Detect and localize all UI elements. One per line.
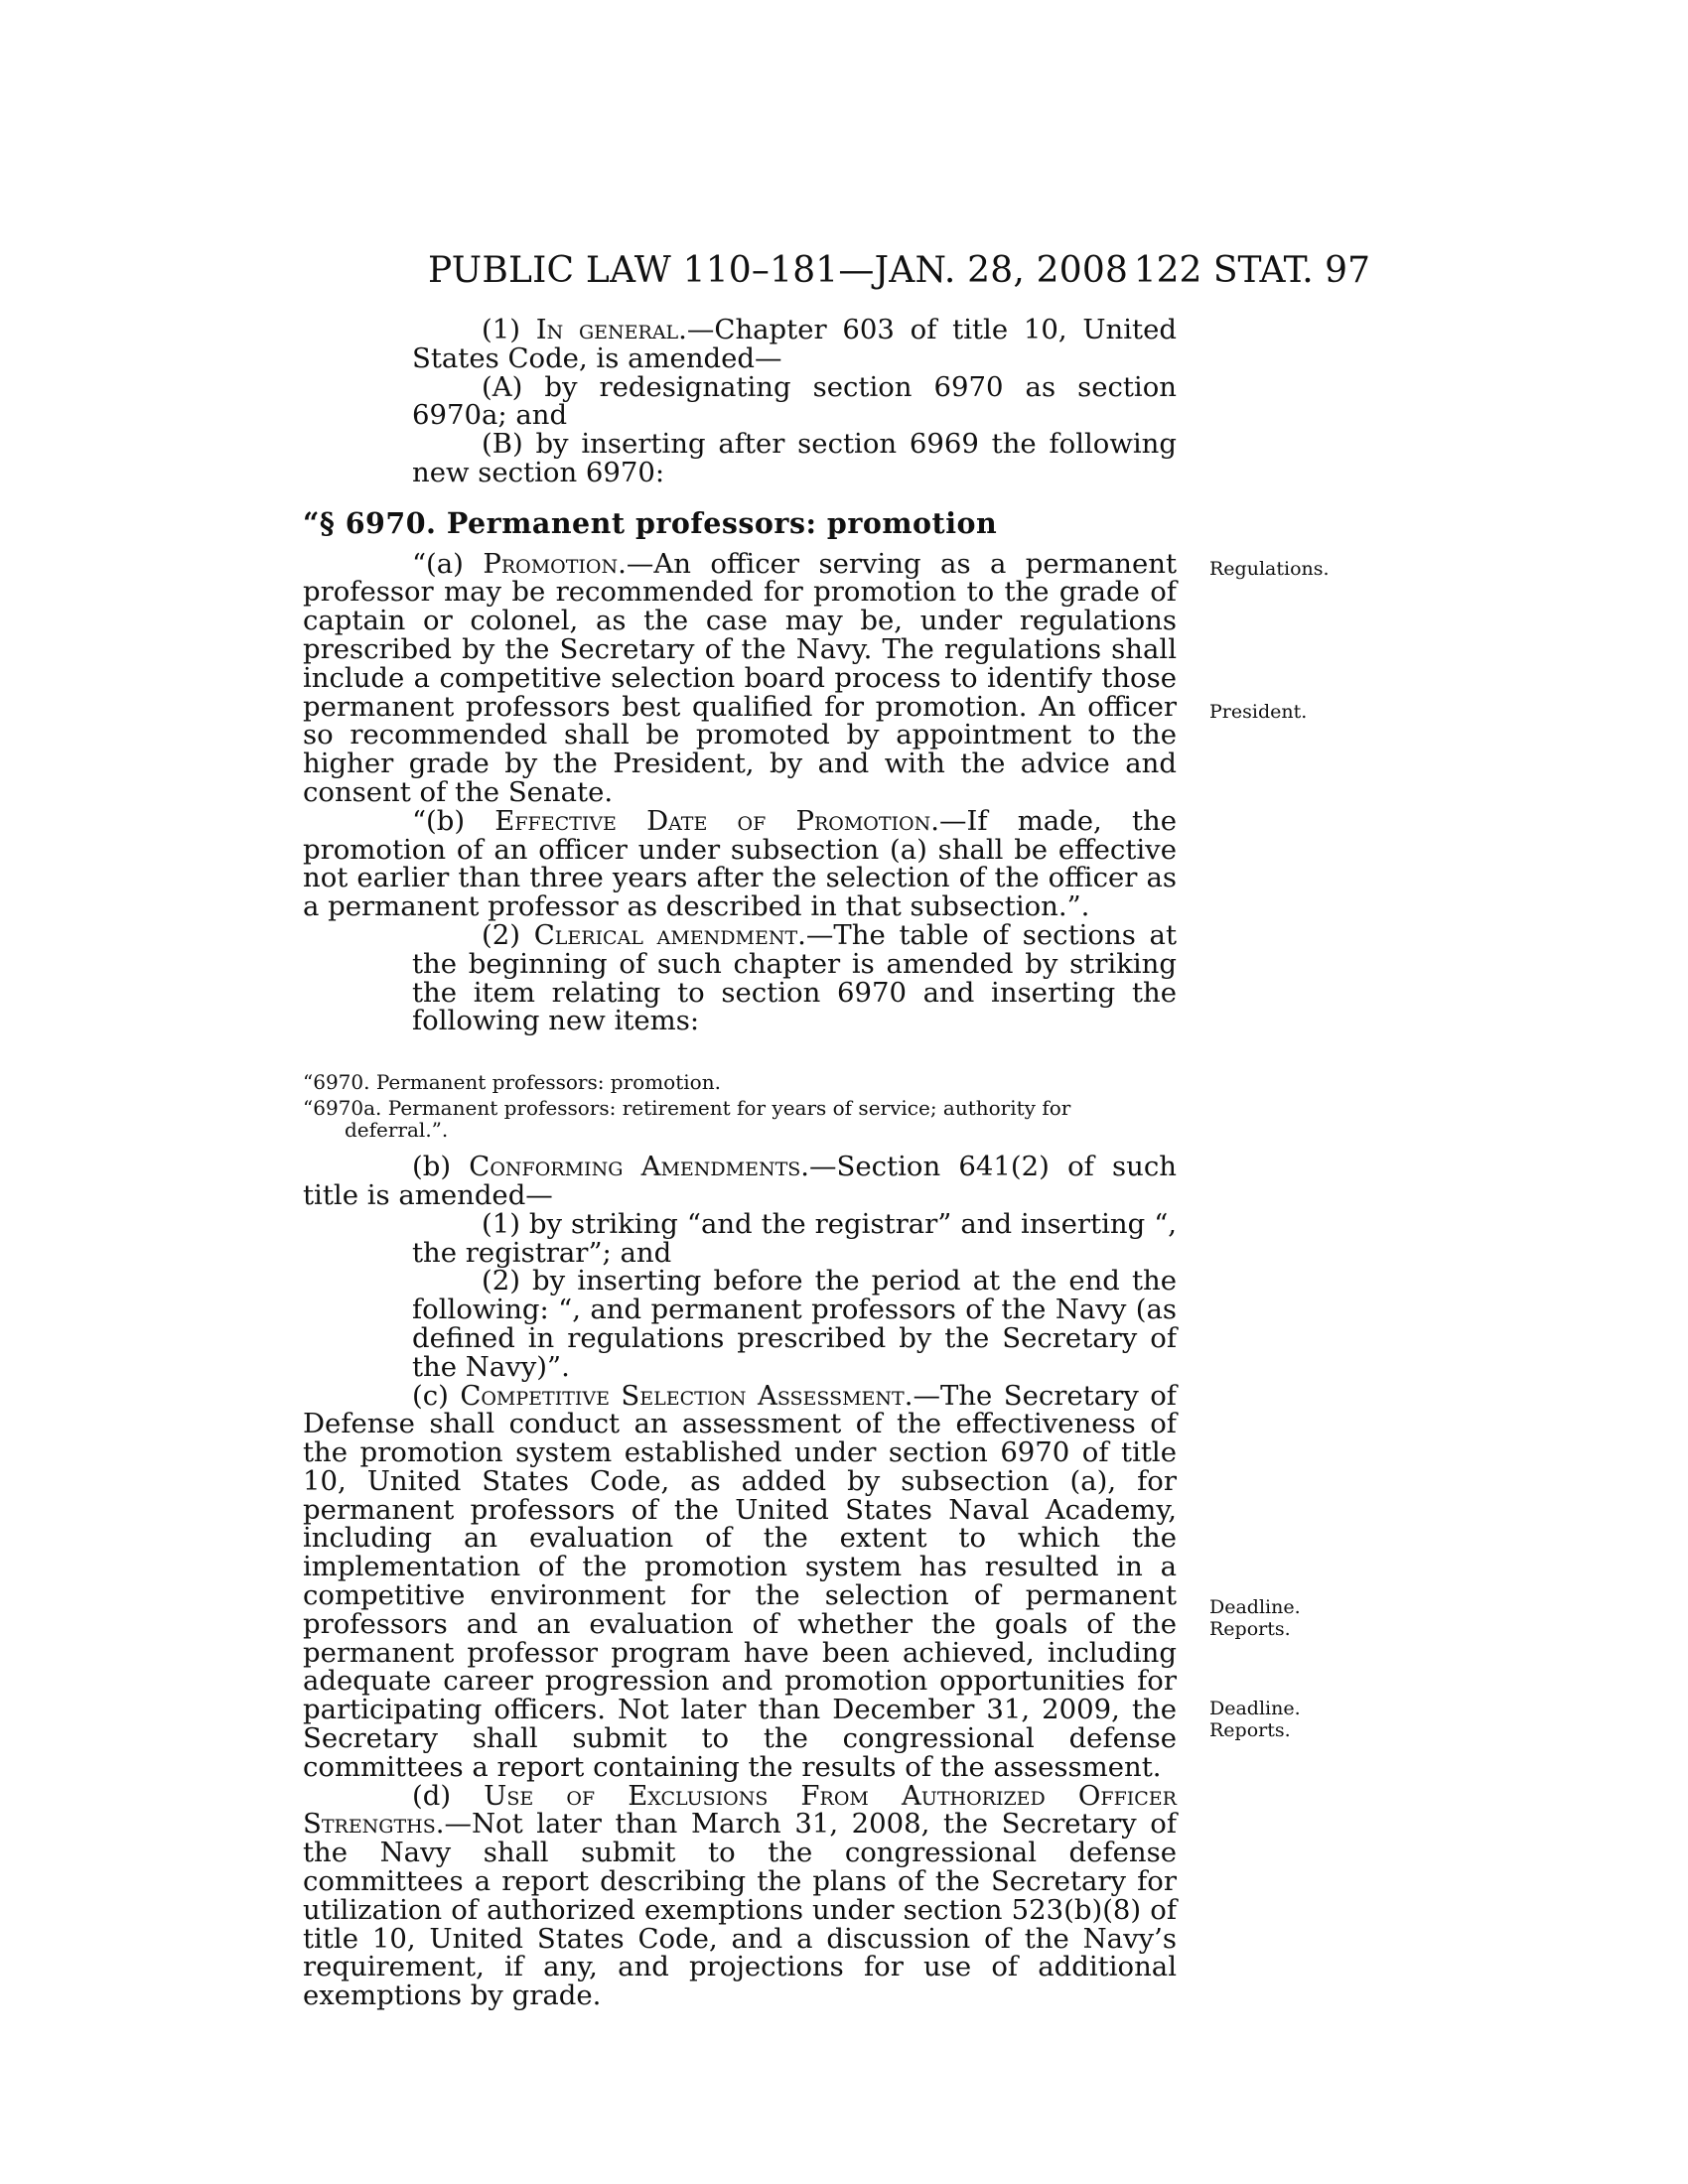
toc-item: “6970a. Permanent professors: retirement for years of service; authority for deferral.”. (303, 1096, 1071, 1143)
header-title: PUBLIC LAW 110–181—JAN. 28, 2008 (428, 250, 1129, 291)
subsection-competitive-selection: (c) Competitive Selection Assessment.—The Secretary of Defense shall conduct an assessment of the effectiveness of the promotion system established under section 6970 of title 10, United States Code, as added by subsection (a), for permanent professors of the United States Naval Academy, including an evaluation of the extent to which the implementation of the promotion system has resulted in a competitive environment for the selection of permanent professors and an evaluation of whether the goals of the permanent professor program have been achieved, including adequate career progression and promotion opportunities for participating officers. Not later than December 31, 2009, the Secretary shall submit to the congressional defense committees a report containing the results of the assessment. (303, 1379, 1177, 1783)
document-body (303, 316, 1177, 2010)
margin-note-regulations: Regulations. (1209, 558, 1330, 580)
subsection-conforming-amendments: (b) Conforming Amendments.—Section 641(2) of such title is amended— (303, 1151, 1177, 1211)
toc-item: “6970. Permanent professors: promotion. (303, 1070, 721, 1095)
section-heading: “§ 6970. Permanent professors: promotion (303, 505, 998, 540)
subsection-use-of-exclusions: (d) Use of Exclusions From Authorized Officer Strengths.—Not later than March 31, 2008, the Secretary of the Navy shall submit to the congressional defense committees a report describing the plans of the Secretary for utilization of authorized exemptions under section 523(b)(8) of title 10, United States Code, and a discussion of the Navy’s requirement, if any, and projections for use of additional exemptions by grade. (303, 1779, 1177, 2012)
header-stat-page: 122 STAT. 97 (1133, 250, 1370, 291)
margin-note-president: President. (1209, 701, 1308, 723)
page-header (298, 250, 1370, 300)
conforming-item-1: (1) by striking “and the registrar” and inserting “, the registrar”; and (412, 1207, 1177, 1269)
subsection-b-effective-date: “(b) Effective Date of Promotion.—If made, the promotion of an officer under subsection (a) shall be effective not earlier than three years after the selection of the officer as a permanent professor as described in that subsection.”. (303, 804, 1177, 923)
para-in-general: (1) In general.—Chapter 603 of title 10, United States Code, is amended— (412, 314, 1177, 374)
para-clerical-amendment: (2) Clerical amendment.—The table of sections at the beginning of such chapter is amended by striking the item relating to section 6970 and inserting the following new items: (412, 918, 1177, 1037)
margin-note-deadline-reports-1: Deadline. Reports. (1209, 1596, 1301, 1640)
margin-note-deadline-reports-2: Deadline. Reports. (1209, 1698, 1301, 1741)
table-of-sections (303, 1071, 1177, 1141)
para-in-general-b: (B) by inserting after section 6969 the following new section 6970: (412, 428, 1177, 488)
para-in-general-a: (A) by redesignating section 6970 as section 6970a; and (412, 370, 1177, 432)
subsection-a-promotion: “(a) Promotion.—An officer serving as a permanent professor may be recommended for promotion to the grade of captain or colonel, as the case may be, under regulations prescribed by the Secretary of the Navy. The regulations shall include a competitive selection board process to identify those permanent professors best qualified for promotion. An officer so recommended shall be promoted by appointment to the higher grade by the President, by and with the advice and consent of the Senate. (303, 547, 1178, 808)
conforming-item-2: (2) by inserting before the period at the end the following: “, and permanent professors of the Navy (as defined in regulations prescribed by the Secretary of the Navy)”. (412, 1265, 1177, 1383)
